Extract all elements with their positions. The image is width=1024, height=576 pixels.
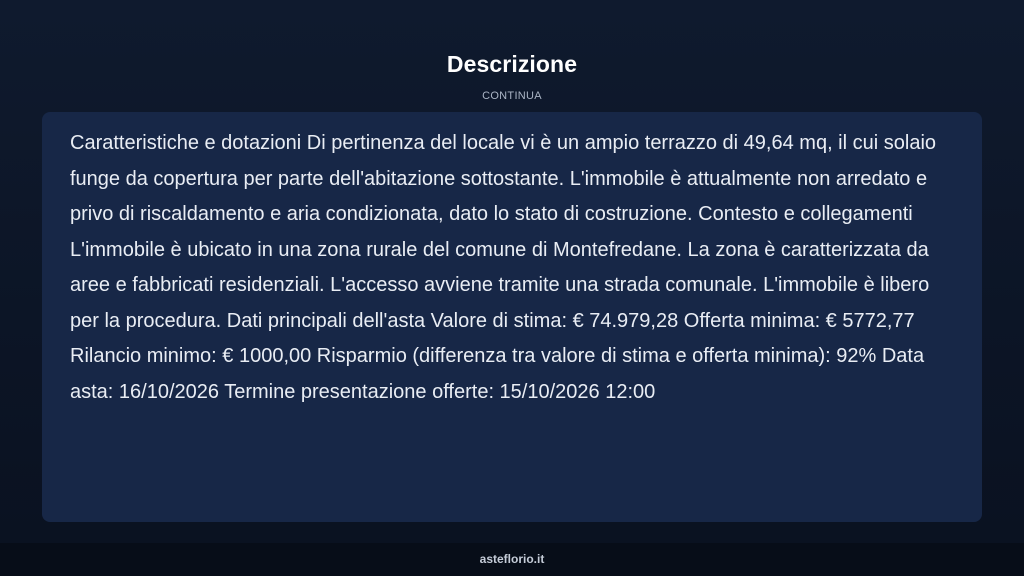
footer-site-label: asteflorio.it xyxy=(479,552,545,566)
continue-link[interactable]: CONTINUA xyxy=(482,90,542,102)
description-card xyxy=(42,112,982,522)
footer-bar xyxy=(0,543,1024,576)
description-text: Caratteristiche e dotazioni Di pertinenza del locale vi è un ampio terrazzo di 49,64 mq, il cui solaio funge da copertura per parte dell'abitazione sottostante. L'immobile è attualmente non arredato e privo di riscaldamento e aria condizionata, dato lo stato di costruzione. Contesto e collegamenti L'immobile è ubicato in una zona rurale del comune di Montefredane. La zona è caratterizzata da aree e fabbricati residenziali. L'accesso avviene tramite una strada comunale. L'immobile è libero per la procedura. Dati principali dell'asta Valore di stima: € 74.979,28 Offerta minima: € 5772,77 Rilancio minimo: € 1000,00 Risparmio (differenza tra valore di stima e offerta minima): 92% Data asta: 16/10/2026 Termine presentazione offerte: 15/10/2026 12:00 xyxy=(70,132,937,403)
page-title: Descrizione xyxy=(446,51,578,77)
